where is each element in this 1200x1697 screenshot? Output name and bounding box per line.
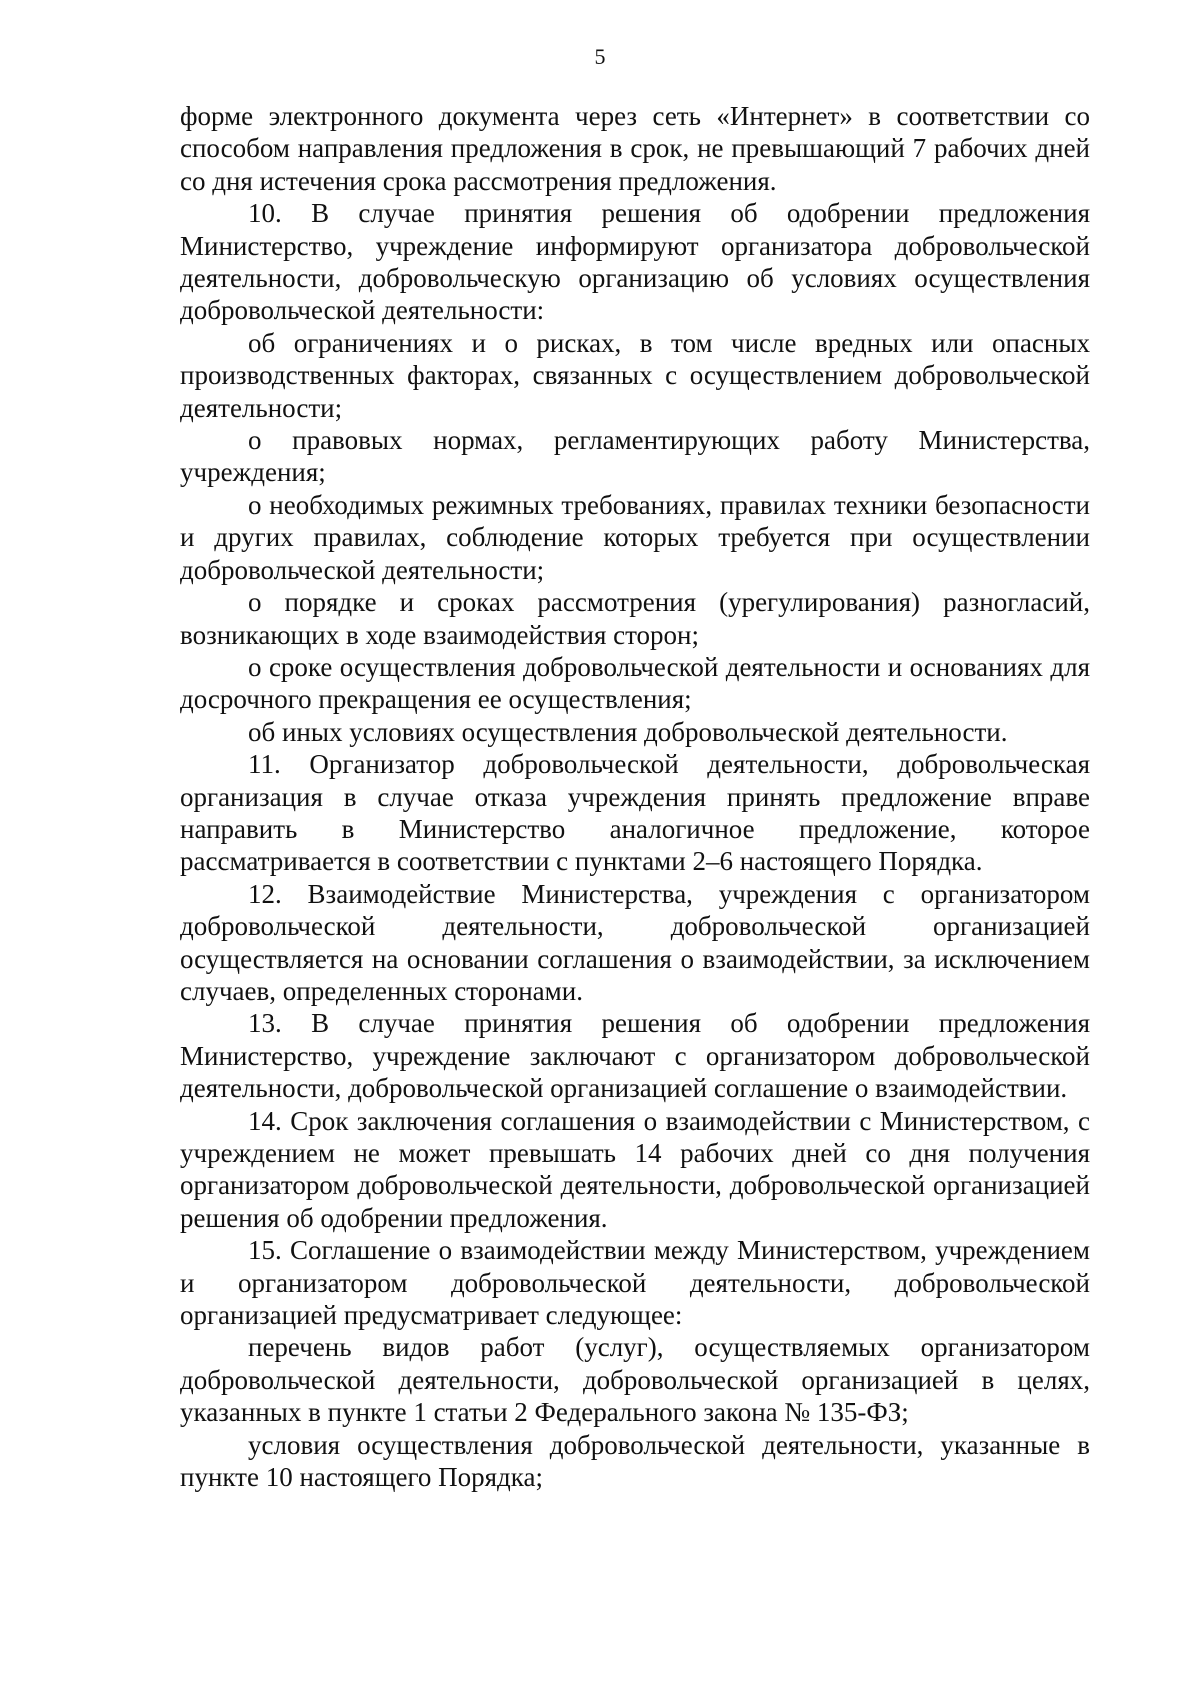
list-item: об ограничениях и о рисках, в том числе вредных или опасных производственных факторах, связанных с осуществлением добровольческой деятельности;: [180, 327, 1090, 423]
paragraph: 12. Взаимодействие Министерства, учреждения с организатором добровольческой деятельности, добровольческой организацией осуществляется на основании соглашения о взаимодействии, за исключением случаев, определенных сторонами.: [180, 878, 1090, 1006]
page-number: 5: [594, 44, 606, 69]
paragraph: форме электронного документа через сеть «Интернет» в соответствии со способом направления предложения в срок, не превышающий 7 рабочих дней со дня истечения срока рассмотрения предложения.: [180, 101, 1090, 196]
list-item: о сроке осуществления добровольческой деятельности и основаниях для досрочного прекращения ее осуществления;: [180, 651, 1090, 715]
paragraph: 15. Соглашение о взаимодействии между Министерством, учреждением и организатором добровольческой деятельности, добровольческой организацией предусматривает следующее:: [180, 1235, 1090, 1331]
paragraph: 10. В случае принятия решения об одобрении предложения Министерство, учреждение информируют организатора добровольческой деятельности, добровольческую организацию об условиях осуществления добровольческой деятельности:: [180, 198, 1090, 326]
paragraph: 14. Срок заключения соглашения о взаимодействии с Министерством, с учреждением не может превышать 14 рабочих дней со дня получения организатором добровольческой деятельности, добровольческой организацией решения об одобрении предложения.: [180, 1105, 1090, 1233]
list-item: перечень видов работ (услуг), осуществляемых организатором добровольческой деятельности, добровольческой организацией в целях, указанных в пункте 1 статьи 2 Федерального закона № 135-ФЗ;: [180, 1332, 1090, 1428]
list-item: о порядке и сроках рассмотрения (урегулирования) разногласий, возникающих в ходе взаимодействия сторон;: [180, 587, 1090, 650]
document-body: [180, 100, 1090, 1493]
list-item: о правовых нормах, регламентирующих работу Министерства, учреждения;: [180, 425, 1090, 488]
list-item: об иных условиях осуществления добровольческой деятельности.: [248, 716, 1008, 747]
list-item: условия осуществления добровольческой деятельности, указанные в пункте 10 настоящего Порядка;: [180, 1429, 1090, 1493]
paragraph: 13. В случае принятия решения об одобрении предложения Министерство, учреждение заключают с организатором добровольческой деятельности, добровольческой организацией соглашение о взаимодействии.: [180, 1008, 1090, 1104]
list-item: о необходимых режимных требованиях, правилах техники безопасности и других правилах, соблюдение которых требуется при осуществлении добровольческой деятельности;: [180, 489, 1090, 585]
paragraph: 11. Организатор добровольческой деятельности, добровольческая организация в случае отказа учреждения принять предложение вправе направить в Министерство аналогичное предложение, которое рассматривается в соответствии с пунктами 2–6 настоящего Порядка.: [180, 749, 1090, 877]
